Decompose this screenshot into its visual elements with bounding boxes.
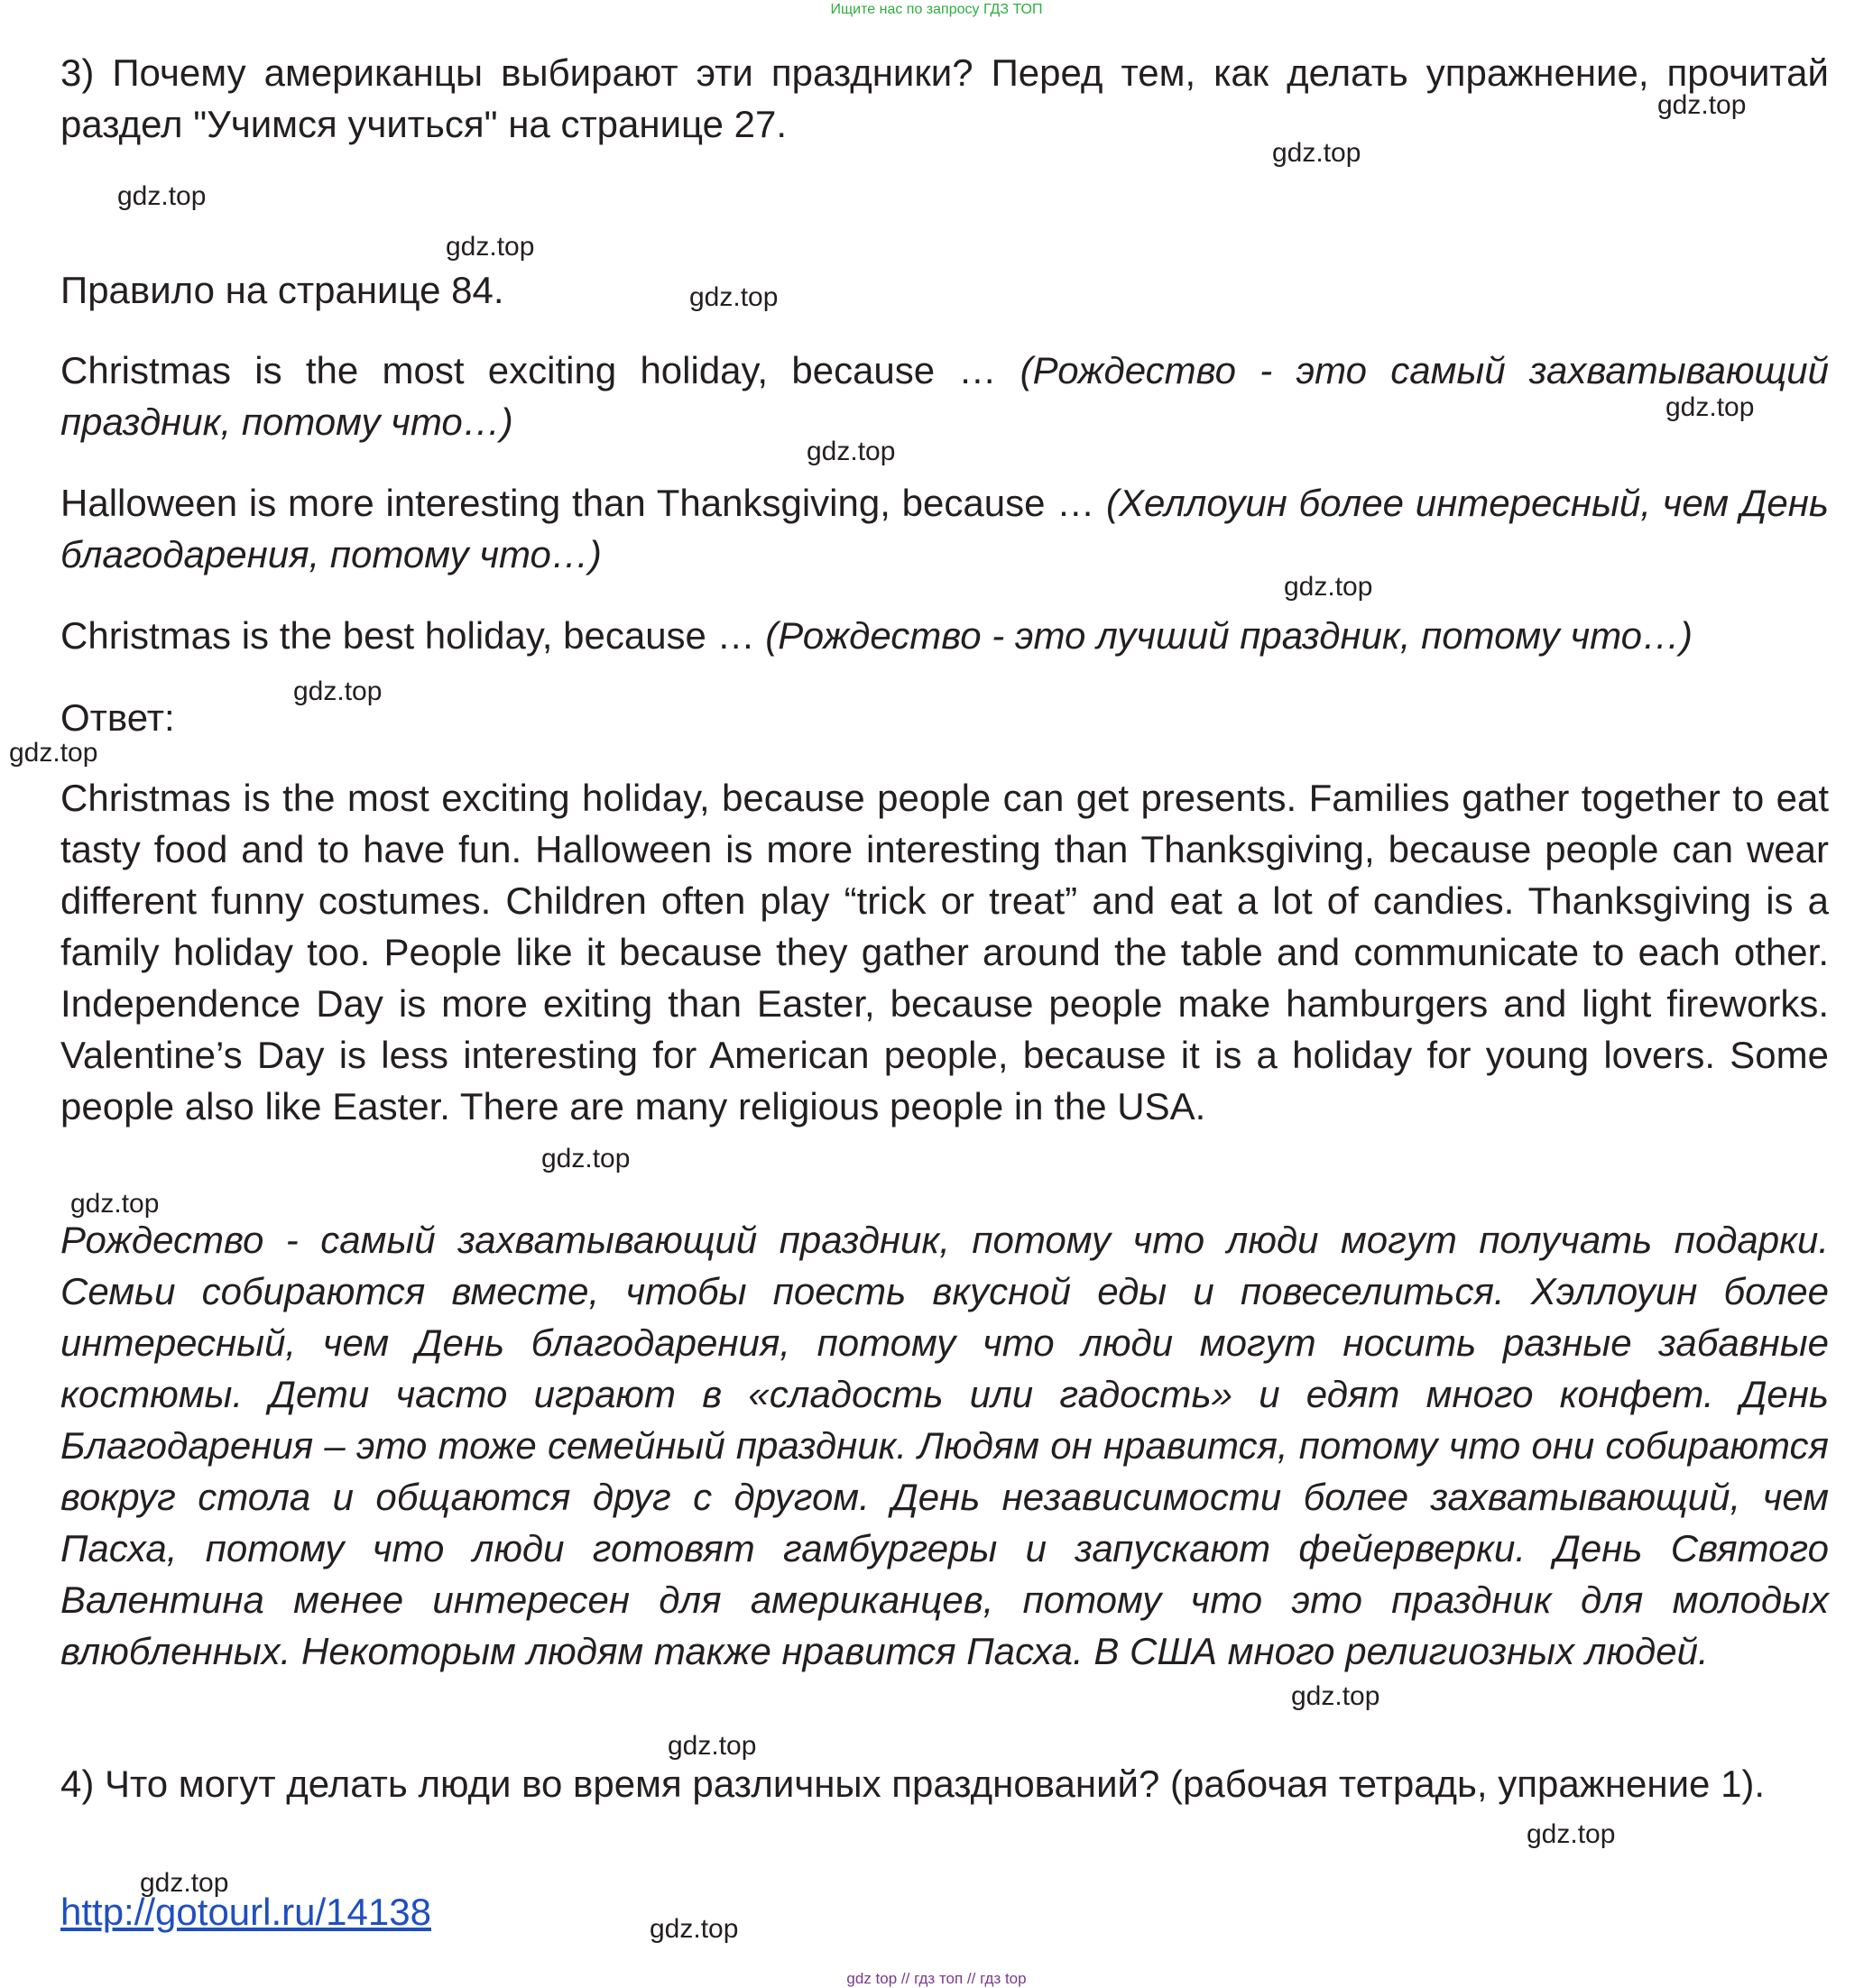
top-banner: Ищите нас по запросу ГДЗ ТОП <box>830 2 1043 17</box>
rule-reference: Правило на странице 84. <box>60 269 504 311</box>
answer-label: Ответ: <box>60 696 175 739</box>
prompt-3-ru: (Рождество - это лучший праздник, потому что…) <box>765 614 1693 657</box>
watermark: gdz.top <box>807 437 896 466</box>
prompt-3 <box>60 610 1829 661</box>
prompt-1 <box>60 345 1829 447</box>
prompt-3-en: Christmas is the best holiday, because … <box>60 614 755 657</box>
watermark: gdz.top <box>668 1731 757 1761</box>
prompt-2-ru: (Хеллоуин более интересный, чем День благодарения, потому что…) <box>60 482 1829 575</box>
watermark: gdz.top <box>1657 90 1747 120</box>
watermark: gdz.top <box>140 1868 229 1898</box>
answer-russian: Рождество - самый захватывающий праздник, потому что люди могут получать подарки. Семьи собираются вместе, чтобы поесть вкусной еды и повеселиться. Хэллоуин более интересный, чем День благодарения, потому что люди могут носить разные забавные костюмы. Дети часто играют в «сладость или гадость» и едят много конфет. День Благодарения – это тоже семейный праздник. Людям он нравится, потому что они собираются вокруг стола и общаются друг с другом. День независимости более захватывающий, чем Пасха, потому что люди готовят гамбургеры и запускают фейерверки. День Святого Валентина менее интересен для американцев, потому что это праздник для молодых влюбленных. Некоторым людям также нравится Пасха. В США много религиозных людей. <box>60 1219 1829 1672</box>
watermark: gdz.top <box>446 232 535 262</box>
task4-question: 4) Что могут делать люди во время различных празднований? (рабочая тетрадь, упражнение 1). <box>60 1763 1766 1805</box>
watermark: gdz.top <box>689 282 779 312</box>
prompt-2 <box>60 477 1829 580</box>
prompt-1-en: Christmas is the most exciting holiday, because … <box>60 349 997 391</box>
prompt-1-ru: (Рождество - это самый захватывающий праздник, потому что…) <box>60 349 1829 443</box>
footer-text: gdz top // гдз топ // гдз top <box>846 1970 1027 1987</box>
watermark: gdz.top <box>117 181 207 211</box>
watermark: gdz.top <box>1284 572 1373 602</box>
prompt-2-en: Halloween is more interesting than Thanksgiving, because … <box>60 482 1095 524</box>
watermark: gdz.top <box>1665 392 1755 422</box>
watermark: gdz.top <box>1291 1681 1380 1711</box>
answer-english: Christmas is the most exciting holiday, because people can get presents. Families gather together to eat tasty food and to have fun. Halloween is more interesting than Thanksgiving, because people can wear different funny costumes. Children often play “trick or treat” and eat a lot of candies. Thanksgiving is a family holiday too. People like it because they gather around the table and communicate to each other. Independence Day is more exiting than Easter, because people make hamburgers and light fireworks. Valentine’s Day is less interesting for American people, because it is a holiday for young lovers. Some people also like Easter. There are many religious people in the USA. <box>60 777 1829 1127</box>
gotourl-link[interactable]: http://gotourl.ru/14138 <box>60 1891 431 1933</box>
watermark: gdz.top <box>293 676 383 706</box>
watermark: gdz.top <box>650 1914 739 1944</box>
task4-link-line <box>60 1886 1829 1937</box>
watermark: gdz.top <box>9 738 98 768</box>
watermark: gdz.top <box>541 1144 631 1173</box>
watermark: gdz.top <box>1272 138 1361 168</box>
task3-question: 3) Почему американцы выбирают эти праздники? Перед тем, как делать упражнение, прочитай раздел "Учимся учиться" на странице 27. <box>60 51 1829 145</box>
watermark: gdz.top <box>1527 1819 1616 1849</box>
watermark: gdz.top <box>70 1189 160 1219</box>
